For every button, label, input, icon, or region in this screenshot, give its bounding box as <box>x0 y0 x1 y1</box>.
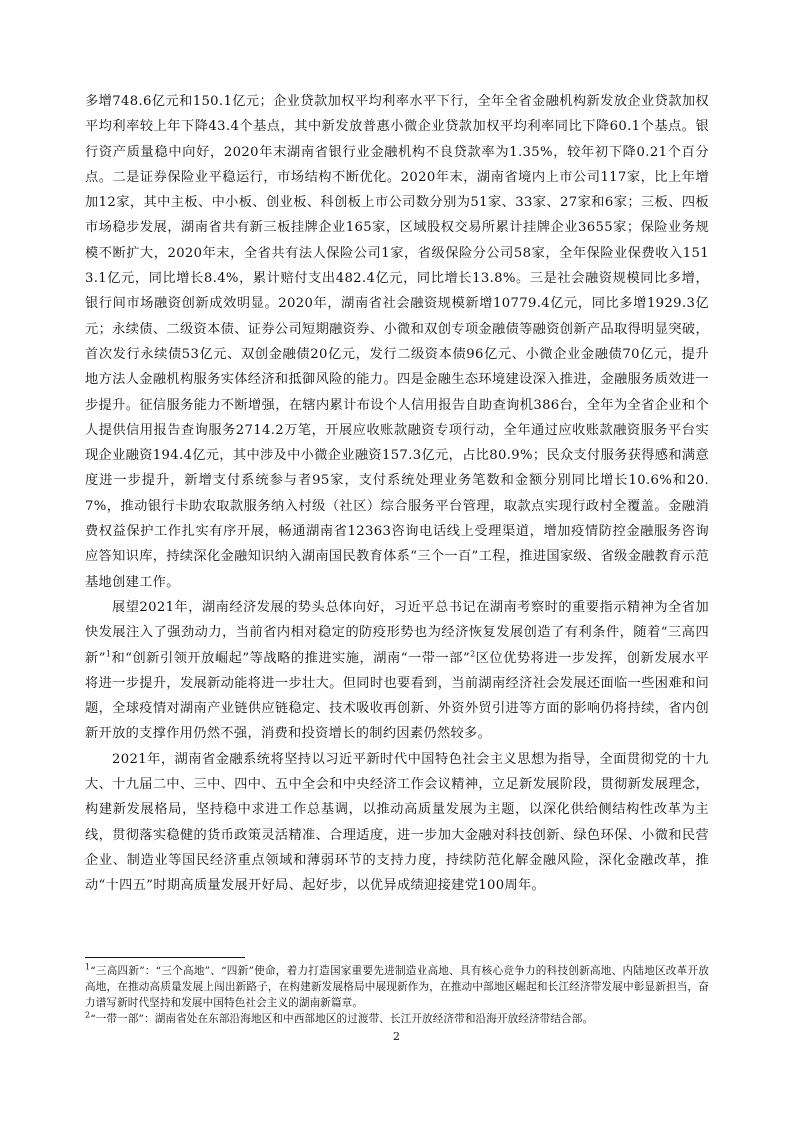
footnote-mark-1: 1 <box>85 962 91 972</box>
footnote-mark-2: 2 <box>85 1010 91 1020</box>
footnote-ref-1: 1 <box>105 649 112 659</box>
page-number: 2 <box>393 1030 400 1043</box>
outlook-text-part-1: 展望2021年，湖南经济发展的势头总体向好，习近平总书记在湖南考察时的重要指示精神为全省加快发展注入了强劲动力，当前省内相对稳定的防疫形势也为经济恢复发展创造了有利条件，随着“三高四新” <box>85 599 709 666</box>
footnote-ref-2: 2 <box>470 649 476 659</box>
footnote-1 <box>85 963 709 1011</box>
paragraph-financial-plan-2021: 2021年，湖南省金融系统将坚持以习近平新时代中国特色社会主义思想为指导，全面贯彻党的十九大、十九届二中、三中、四中、五中全会和中央经济工作会议精神，立足新发展阶段，贯彻新发展理念，构建新发展格局，坚持稳中求进工作总基调，以推动高质量发展为主题，以深化供给侧结构性改革为主线，贯彻落实稳健的货币政策灵活精准、合理适度，进一步加大金融对科技创新、绿色环保、小微和民营企业、制造业等国民经济重点领域和薄弱环节的支持力度，持续防范化解金融风险，深化金融改革，推动“十四五”时期高质量发展开好局、起好步，以优异成绩迎接建党100周年。 <box>85 751 709 894</box>
paragraph-outlook-2021 <box>85 595 709 747</box>
outlook-text-part-2: 和“创新引领开放崛起”等战略的推进实施，湖南“一带一部” <box>111 650 471 666</box>
paragraph-financial-review: 多增748.6亿元和150.1亿元；企业贷款加权平均利率水平下行，全年全省金融机构新发放企业贷款加权平均利率较上年下降43.4个基点，其中新发放普惠小微企业贷款加权平均利率同比下降60.1个基点。银行资产质量稳中向好，2020年末湖南省银行业金融机构不良贷款率为1.35%，较年初下降0.21个百分点。二是证券保险业平稳运行，市场结构不断优化。2020年末，湖南省境内上市公司117家，比上年增加12家，其中主板、中小板、创业板、科创板上市公司数分别为51家、33家、27家和6家；三板、四板市场稳步发展，湖南省共有新三板挂牌企业165家，区域股权交易所累计挂牌企业3655家；保险业务规模不断扩大，2020年末，全省共有法人保险公司1家，省级保险分公司58家，全年保险业保费收入1513.1亿元，同比增长8.4%，累计赔付支出482.4亿元，同比增长13.8%。三是社会融资规模同比多增，银行间市场融资创新成效明显。2020年，湖南省社会融资规模新增10779.4亿元，同比多增1929.3亿元；永续债、二级资本债、证券公司短期融资券、小微和双创专项金融债等融资创新产品取得明显突破，首次发行永续债53亿元、双创金融债20亿元，发行二级资本债96亿元、小微企业金融债70亿元，提升地方法人金融机构服务实体经济和抵御风险的能力。四是金融生态环境建设深入推进，金融服务质效进一步提升。征信服务能力不断增强，在辖内累计布设个人信用报告自助查询机386台，全年为全省企业和个人提供信用报告查询服务2714.2万笔，开展应收账款融资专项行动，全年通过应收账款融资服务平台实现企业融资194.4亿元，其中涉及中小微企业融资157.3亿元，占比80.9%；民众支付服务获得感和满意度进一步提升，新增支付系统参与者95家，支付系统处理业务笔数和金额分别同比增长10.6%和20.7%，推动银行卡助农取款服务纳入村级（社区）综合服务平台管理，取款点实现行政村全覆盖。金融消费权益保护工作扎实有序开展，畅通湖南省12363咨询电话线上受理渠道，增加疫情防控金融服务咨询应答知识库，持续深化金融知识纳入湖南国民教育体系“三个一百”工程，推进国家级、省级金融教育示范基地创建工作。 <box>85 94 709 590</box>
footnote-2 <box>85 1011 709 1027</box>
outlook-text-part-3: 区位优势将进一步发挥，创新发展水平将进一步提升，发展新动能将进一步壮大。但同时也要看到，当前湖南经济社会发展还面临一些困难和问题，全球疫情对湖南产业链供应链稳定、技术吸收再创新、外资外贸引进等方面的影响仍将持续，省内创新开放的支撑作用仍然不强，消费和投资增长的制约因素仍然较多。 <box>85 650 709 742</box>
footnote-text-1: “三高四新”：“三个高地”、“四新”使命，着力打造国家重要先进制造业高地、具有核心竞争力的科技创新高地、内陆地区改革开放高地，在推动高质量发展上闯出新路子，在构建新发展格局中展现新作为，在推动中部地区崛起和长江经济带发展中彰显新担当，奋力谱写新时代坚持和发展中国特色社会主义的湖南新篇章。 <box>85 965 709 1009</box>
footnote-divider <box>85 957 245 958</box>
footnote-text-2: “一带一部”：湖南省处在东部沿海地区和中西部地区的过渡带、长江开放经济带和沿海开放经济带结合部。 <box>90 1013 594 1025</box>
body-text <box>85 89 709 899</box>
footnotes <box>85 963 709 1027</box>
